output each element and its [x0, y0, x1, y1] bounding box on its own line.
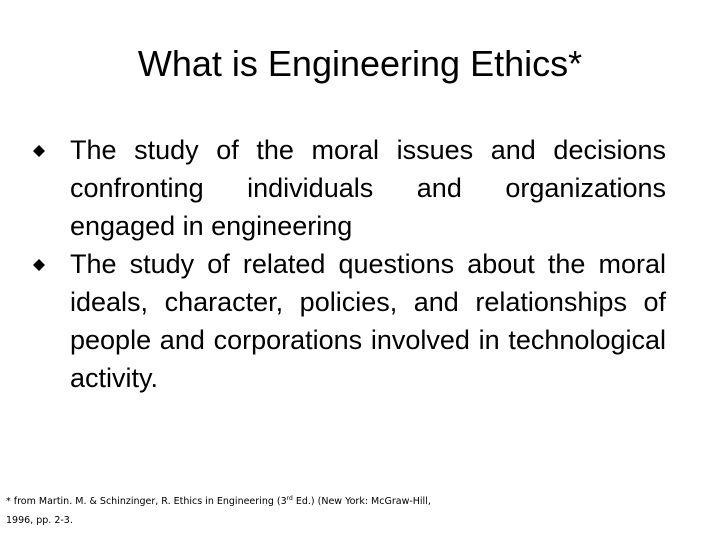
bullet-item-1 [30, 131, 666, 245]
diamond-bullet-icon [30, 256, 52, 274]
slide-title: What is Engineering Ethics* [137, 43, 583, 84]
bullet-text-2: The study of related questions about the moral ideals, character, policies, and relationships of people and corporations involved in technological activity. [70, 249, 666, 393]
footnote-superscript: rd [286, 494, 293, 502]
bullet-item-2 [30, 245, 666, 397]
footnote-text-start: * from Martin. M. & Schinzinger, R. Ethics in Engineering (3 [6, 496, 287, 507]
footnote-text-end: Ed.) (New York: McGraw-Hill, [292, 496, 431, 507]
footnote-line-2: 1996, pp. 2-3. [6, 515, 73, 526]
footnote-line-1 [6, 492, 706, 511]
footnote [6, 492, 706, 530]
bullet-text-1: The study of the moral issues and decisions confronting individuals and organizations engaged in engineering [70, 135, 666, 241]
diamond-bullet-icon [30, 142, 52, 160]
bullet-list [30, 131, 666, 397]
